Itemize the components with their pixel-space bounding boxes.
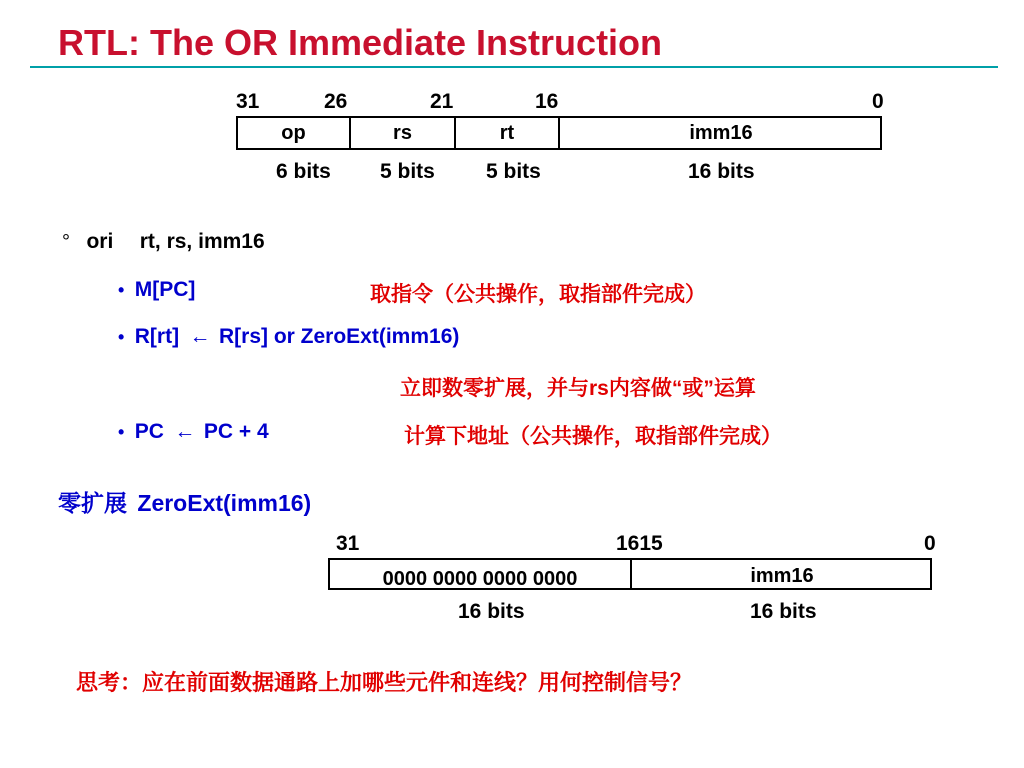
bit-label-21: 21 <box>430 90 454 113</box>
zeroext-box <box>328 558 932 590</box>
bullet-degree: ° <box>62 231 70 253</box>
field-zero-fill: 0000 0000 0000 0000 <box>382 568 578 590</box>
bullet: • <box>118 327 125 347</box>
question-text: 思考：应在前面数据通路上加哪些元件和连线？用何控制信号？ <box>76 670 693 695</box>
field-imm16: imm16 <box>689 122 753 144</box>
note-fetch: 取指令（公共操作，取指部件完成） <box>370 283 706 306</box>
bit-label-16: 16 <box>535 90 559 113</box>
field-rt: rt <box>499 122 515 144</box>
step-pc <box>118 420 269 444</box>
bit-label-16-15: 1615 <box>616 532 663 555</box>
width-imm16: 16 bits <box>688 160 755 183</box>
zeroext-heading-cn: 零扩展 <box>58 490 127 516</box>
bullet: • <box>118 422 125 442</box>
width-op: 6 bits <box>276 160 331 183</box>
bit-label-31: 31 <box>236 90 260 113</box>
step-fetch <box>118 278 195 302</box>
field-imm16: imm16 <box>750 565 814 587</box>
note-pc: 计算下地址（公共操作，取指部件完成） <box>404 425 782 448</box>
field-op: op <box>281 122 306 144</box>
width-rs: 5 bits <box>380 160 435 183</box>
step-or <box>118 325 459 349</box>
zeroext-heading <box>58 485 311 518</box>
title-divider <box>30 66 998 68</box>
bullet: • <box>118 280 125 300</box>
rtl-fetch: M[PC] <box>134 278 196 301</box>
zeroext-heading-en: ZeroExt(imm16) <box>137 490 312 516</box>
width-rt: 5 bits <box>486 160 541 183</box>
note-or: 立即数零扩展，并与rs内容做“或”运算 <box>400 377 756 400</box>
left-arrow-icon: ← <box>189 325 211 348</box>
bit-label-0: 0 <box>872 90 884 113</box>
instruction-operands: rt, rs, imm16 <box>139 230 265 253</box>
bit-label-31: 31 <box>336 532 360 555</box>
rtl-pc-lhs: PC <box>134 420 164 443</box>
rtl-pc-rhs: PC + 4 <box>203 420 269 443</box>
instruction-line <box>62 230 265 254</box>
width-lower: 16 bits <box>750 600 817 623</box>
rtl-or-lhs: R[rt] <box>134 325 180 348</box>
bit-label-26: 26 <box>324 90 348 113</box>
rtl-or-rhs: R[rs] or ZeroExt(imm16) <box>219 325 460 348</box>
left-arrow-icon: ← <box>174 420 196 443</box>
slide-title: RTL: The OR Immediate Instruction <box>58 22 663 63</box>
width-upper: 16 bits <box>458 600 525 623</box>
instruction-mnemonic: ori <box>86 230 114 253</box>
bit-label-0: 0 <box>924 532 936 555</box>
format-box <box>236 116 882 150</box>
field-rs: rs <box>393 122 412 144</box>
